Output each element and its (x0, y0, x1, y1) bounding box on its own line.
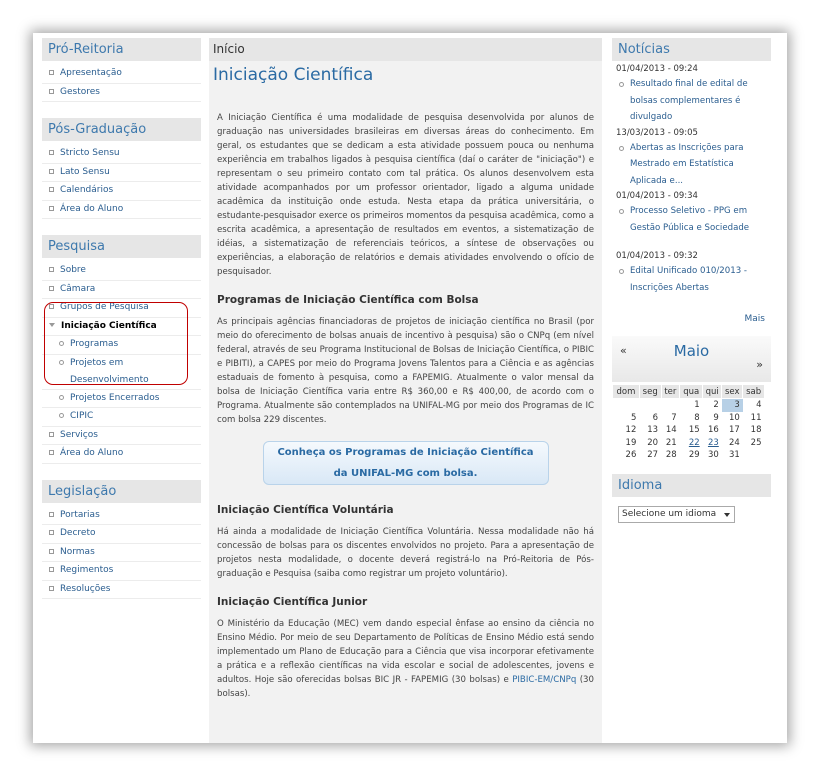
block-title-pro-reitoria: Pró-Reitoria (42, 38, 201, 61)
dropdown-arrow-icon (724, 513, 730, 517)
calendar-empty-day (613, 399, 640, 412)
intro-paragraph: A Iniciação Científica é uma modalidade de pesquisa desenvolvida por alunos de graduação nas universidades brasileiras em diversas áreas do conhecimento. Em geral, os estudantes que se dedicam a esta atividade possuem pouca ou nenhuma experiência em trabalhos ligados à pesquisa científica (daí o caráter de "iniciação") e representam o seu primeiro contato com tal prática. Os alunos desenvolvem esta atividade acompanhados por um professor orientador, ligado a alguma unidade acadêmica da instituição onde estuda. Nesta etapa da prática universitária, o estudante-pesquisador exerce os primeiros momentos da pesquisa acadêmica, como a escrita acadêmica, a apresentação de resultados em eventos, a sistematização de idéias, a sistematização de referenciais teóricos, a síntese de observações ou experiências, a elaboração de relatórios e demais atividades envolvendo o ofício de pesquisador. (217, 113, 594, 277)
menu-item-cipic[interactable]: CIPIC (42, 408, 201, 427)
voluntaria-paragraph: Há ainda a modalidade de Iniciação Científica Voluntária. Nessa modalidade não há concessão de bolsas para os discentes envolvidos no projeto. Para a apresentação de projetos nesta modalidade, o docente deverá registrá-lo na Pró-Reitoria de Pós-graduação e Pesquisa (saiba como registrar um projeto voluntário). (217, 527, 594, 579)
news-list (612, 61, 771, 296)
news-link[interactable]: Processo Seletivo - PPG em Gestão Pública e Sociedade (612, 203, 771, 236)
square-bullet-icon (49, 169, 54, 174)
calendar-day: 19 (625, 437, 637, 448)
calendar-day: 18 (750, 425, 762, 436)
square-bullet-icon (49, 187, 54, 192)
calendar-weekday: qua (680, 385, 703, 399)
menu-legislacao (42, 503, 201, 606)
calendar-weekday: seg (639, 385, 661, 399)
calendar-day: 2 (713, 400, 719, 411)
square-bullet-icon (49, 549, 54, 554)
news-link[interactable]: Abertas as Inscrições para Mestrado em Estatística Aplicada e... (612, 140, 771, 190)
block-title-noticias: Notícias (612, 38, 771, 61)
calendar-weekday: dom (613, 385, 640, 399)
calendar-day: 15 (688, 425, 700, 436)
right-sidebar (612, 38, 771, 523)
calendar-day: 10 (728, 412, 740, 423)
menu-item-gestores[interactable]: Gestores (42, 84, 201, 103)
square-bullet-icon (49, 586, 54, 591)
calendar-day: 13 (647, 425, 659, 436)
language-select[interactable]: Selecione um idioma (618, 506, 735, 523)
menu-item-apresentacao[interactable]: Apresentação (42, 65, 201, 84)
menu-item-stricto-sensu[interactable]: Stricto Sensu (42, 145, 201, 164)
menu-item-portarias[interactable]: Portarias (42, 507, 201, 526)
submenu-item-projetos-encerrados[interactable]: Projetos Encerrados (42, 390, 201, 409)
news-date: 13/03/2013 - 09:05 (616, 127, 698, 138)
calendar-weekday: sex (722, 385, 743, 399)
calendar-header (612, 336, 771, 382)
calendar-weekday: qui (703, 385, 722, 399)
calendar-week (613, 437, 765, 450)
menu-pos-graduacao (42, 141, 201, 225)
square-bullet-icon (49, 70, 54, 75)
calendar-day: 3 (722, 399, 743, 412)
news-entry (612, 250, 771, 296)
article-body (209, 111, 602, 701)
calendar-week (613, 412, 765, 425)
calendar-day: 17 (728, 425, 740, 436)
calendar-day: 12 (625, 425, 637, 436)
circle-bullet-icon (619, 82, 624, 87)
block-title-pesquisa: Pesquisa (42, 235, 201, 258)
page-title: Iniciação Científica (213, 65, 374, 85)
block-title-pos-graduacao: Pós-Graduação (42, 118, 201, 141)
menu-item-normas[interactable]: Normas (42, 544, 201, 563)
circle-bullet-icon (59, 413, 64, 418)
heading-voluntaria: Iniciação Científica Voluntária (217, 504, 394, 516)
heading-bolsa: Programas de Iniciação Científica com Bolsa (217, 294, 479, 306)
menu-item-decreto[interactable]: Decreto (42, 525, 201, 544)
calendar-day: 6 (652, 412, 659, 423)
square-bullet-icon (49, 567, 54, 572)
submenu-item-projetos-em-desenvolvimento[interactable]: Projetos em Desenvolvimento (42, 355, 201, 390)
highlight-annotation (44, 302, 188, 385)
calendar-next-button[interactable]: » (756, 358, 763, 371)
calendar-empty-day (743, 449, 765, 462)
calendar-day: 24 (728, 437, 740, 448)
calendar-day: 11 (750, 412, 762, 423)
calendar-week (613, 449, 765, 462)
calendar-day: 27 (647, 450, 659, 461)
calendar-day: 29 (688, 450, 700, 461)
calendar-week (613, 424, 765, 437)
calendar-weekday: ter (661, 385, 680, 399)
more-news-link[interactable]: Mais (744, 314, 765, 324)
block-title-legislacao: Legislação (42, 480, 201, 503)
heading-junior: Iniciação Científica Junior (217, 596, 368, 608)
cta-line-2: da UNIFAL-MG com bolsa. (333, 468, 478, 479)
menu-item-regimentos[interactable]: Regimentos (42, 562, 201, 581)
calendar-grid (612, 384, 765, 462)
calendar-day: 16 (707, 425, 719, 436)
pibic-em-link[interactable]: PIBIC-EM/CNPq (512, 675, 577, 685)
menu-item-servicos[interactable]: Serviços (42, 427, 201, 446)
calendar-empty-day (661, 399, 680, 412)
square-bullet-icon (49, 512, 54, 517)
square-bullet-icon (49, 450, 54, 455)
calendar-week (613, 399, 765, 412)
breadcrumb[interactable]: Início (209, 38, 602, 61)
square-bullet-icon (49, 89, 54, 94)
menu-item-grupos-de-pesquisa[interactable]: Grupos de Pesquisa (42, 299, 201, 318)
circle-bullet-icon (619, 209, 624, 214)
calendar-prev-button[interactable]: « (620, 344, 627, 357)
calendar-day[interactable]: 22 (688, 437, 700, 448)
calendar-day: 7 (671, 412, 677, 423)
calendar-day: 4 (756, 400, 762, 411)
circle-bullet-icon (619, 146, 624, 151)
calendar-day: 28 (665, 450, 677, 461)
calendar-day: 8 (694, 412, 700, 423)
news-date: 01/04/2013 - 09:24 (616, 64, 698, 74)
submenu-item-programas[interactable]: Programas (42, 336, 201, 355)
menu-item-resolucoes[interactable]: Resoluções (42, 581, 201, 600)
menu-item-calendarios[interactable]: Calendários (42, 182, 201, 201)
square-bullet-icon (49, 267, 54, 272)
junior-paragraph: O Ministério da Educação (MEC) vem dando especial ênfase ao ensino da ciência no Ensino Médio. Por meio de seu Departamento de Políticas de Ensino Médio está sendo implementado um Plano de Educação para a Ciência que visa incorporar efetivamente a prática e a reflexão científicas na vida escolar e social de adolescentes, jovens e adultos. Hoje são oferecidas bolsas BIC JR - FAPEMIG (30 bolsas) e PIBIC-EM/CNPq (30 bolsas). (217, 619, 594, 699)
calendar-day: 14 (665, 425, 677, 436)
cta-line-1: Conheça os Programas de Iniciação Científica (277, 447, 534, 458)
calendar-day: 9 (713, 412, 719, 423)
calendar-day: 21 (665, 437, 677, 448)
square-bullet-icon (49, 206, 54, 211)
square-bullet-icon (49, 432, 54, 437)
menu-item-area-do-aluno[interactable]: Área do Aluno (42, 201, 201, 220)
calendar-day: 25 (750, 437, 762, 448)
circle-bullet-icon (619, 269, 624, 274)
menu-item-sobre[interactable]: Sobre (42, 262, 201, 281)
menu-item-area-do-aluno-pesquisa[interactable]: Área do Aluno (42, 445, 201, 464)
news-entry (612, 63, 771, 126)
square-bullet-icon (49, 286, 54, 291)
square-bullet-icon (49, 150, 54, 155)
news-date: 01/04/2013 - 09:32 (616, 251, 698, 261)
calendar-empty-day (639, 399, 661, 412)
calendar-month: Maio (673, 342, 710, 360)
news-link[interactable]: Edital Unificado 010/2013 - Inscrições Abertas (612, 263, 771, 296)
calendar-day: 5 (630, 412, 637, 423)
calendar-weekday: sab (743, 385, 765, 399)
news-link[interactable]: Resultado final de edital de bolsas complementares é divulgado (612, 76, 771, 126)
menu-item-iniciacao-cientifica[interactable]: Iniciação Científica (42, 318, 201, 337)
calendar-day: 26 (625, 450, 637, 461)
main-content (209, 38, 602, 743)
news-entry (612, 127, 771, 190)
calendar-day[interactable]: 23 (707, 437, 719, 448)
menu-pro-reitoria (42, 61, 201, 108)
bolsa-paragraph: As principais agências financiadoras de projetos de iniciação científica no Brasil (por meio do oferecimento de bolsas anuais de incentivo à pesquisa) são o CNPq (em nível federal, através de seu Programa Institucional de Bolsas de Iniciação Científica, o PIBIC e PIBITI), a CAPES por meio do Programa Jovens Talentos para a Ciência e as agências estaduais de fomento à pesquisa, como a FAPEMIG. Atualmente o valor mensal da bolsa de Iniciação Científica varia entre R$ 360,00 e R$ 400,00, de acordo com o Programa. Atualmente são contemplados na UNIFAL-MG por meio dos Programas de IC com bolsa 229 discentes. (217, 317, 594, 425)
square-bullet-icon (49, 530, 54, 535)
calendar-day: 31 (728, 450, 740, 461)
calendar-day: 20 (647, 437, 659, 448)
calendar-day: 1 (694, 400, 700, 411)
news-entry (612, 190, 771, 236)
circle-bullet-icon (59, 395, 64, 400)
block-title-idioma: Idioma (612, 474, 771, 497)
calendar-day: 30 (707, 450, 719, 461)
news-date: 01/04/2013 - 09:34 (616, 191, 698, 201)
programas-bolsa-button[interactable] (263, 441, 549, 485)
menu-item-lato-sensu[interactable]: Lato Sensu (42, 164, 201, 183)
menu-item-camara[interactable]: Câmara (42, 281, 201, 300)
